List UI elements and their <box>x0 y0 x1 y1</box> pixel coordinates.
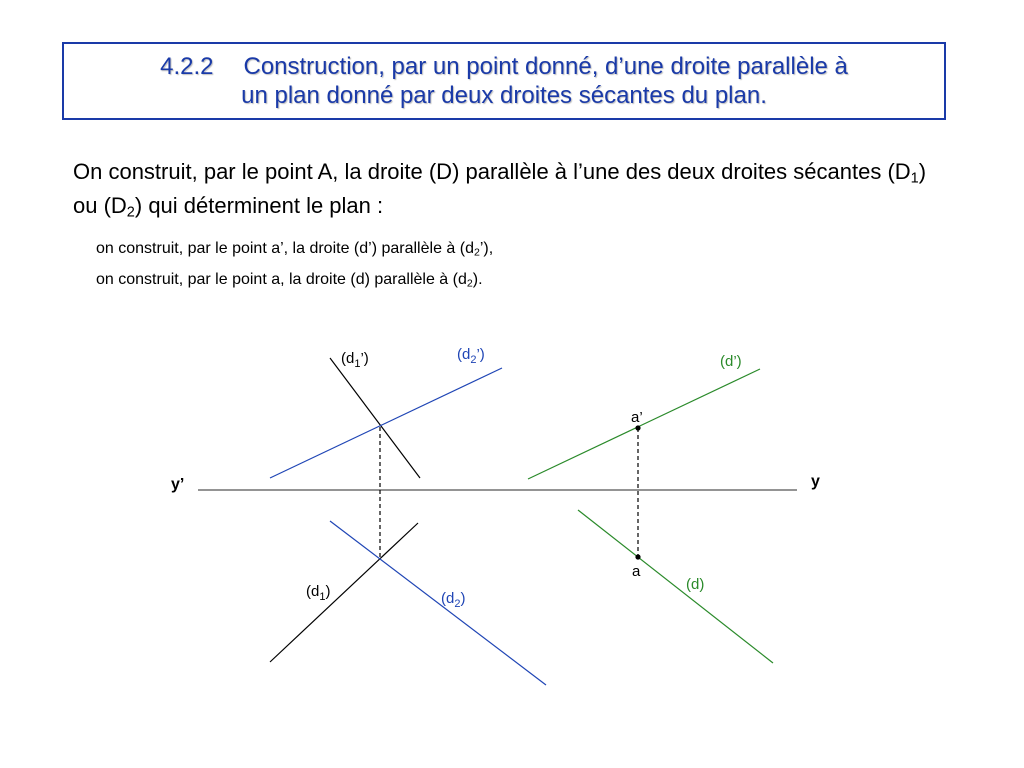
point-a <box>635 554 640 559</box>
label-d: (d) <box>686 576 705 593</box>
step-1-text: on construit, par le point a’, la droite (d’) parallèle à (d <box>96 240 474 257</box>
label-a: a <box>632 563 641 580</box>
intro-text-1: On construit, par le point A, la droite (D) parallèle à l’une des deux droites sécantes (D <box>73 159 911 184</box>
point-a-prime <box>635 425 640 430</box>
line-d1-prime <box>330 358 420 478</box>
label-d-prime: (d’) <box>720 353 742 370</box>
title-line-2: un plan donné par deux droites sécantes du plan. <box>241 82 767 109</box>
line-d <box>578 510 773 663</box>
label-y: y <box>811 473 820 490</box>
intro-sub-2: 2 <box>126 204 135 221</box>
step-2-text: on construit, par le point a, la droite (d) parallèle à (d <box>96 271 467 288</box>
label-y-prime: y’ <box>171 476 185 493</box>
label-d2: $(d_2)$ <box>441 590 466 610</box>
line-d2 <box>330 521 546 685</box>
step-1-end: ’), <box>479 240 494 257</box>
intro-sub-1: 1 <box>910 170 919 187</box>
intro-text-3: ) qui déterminent le plan : <box>134 193 384 218</box>
step-2-end: ). <box>472 271 483 288</box>
label-d1-prime: $(d_1’)$ <box>341 350 369 370</box>
line-d2-prime <box>270 368 502 478</box>
label-d1: $(d_1)$ <box>306 583 331 603</box>
title-text-1: Construction, par un point donné, d’une droite parallèle à <box>243 53 848 80</box>
intro-text-2: ) ou (D <box>73 159 927 218</box>
title-number: 4.2.2 <box>160 53 214 80</box>
step-2-sub: 2 <box>466 277 473 290</box>
label-a-prime: a’ <box>631 409 643 426</box>
step-1-sub: 2 <box>473 246 480 259</box>
line-d1 <box>270 523 418 662</box>
label-d2-prime: $(d_2’)$ <box>457 346 485 366</box>
line-d-prime <box>528 369 760 479</box>
